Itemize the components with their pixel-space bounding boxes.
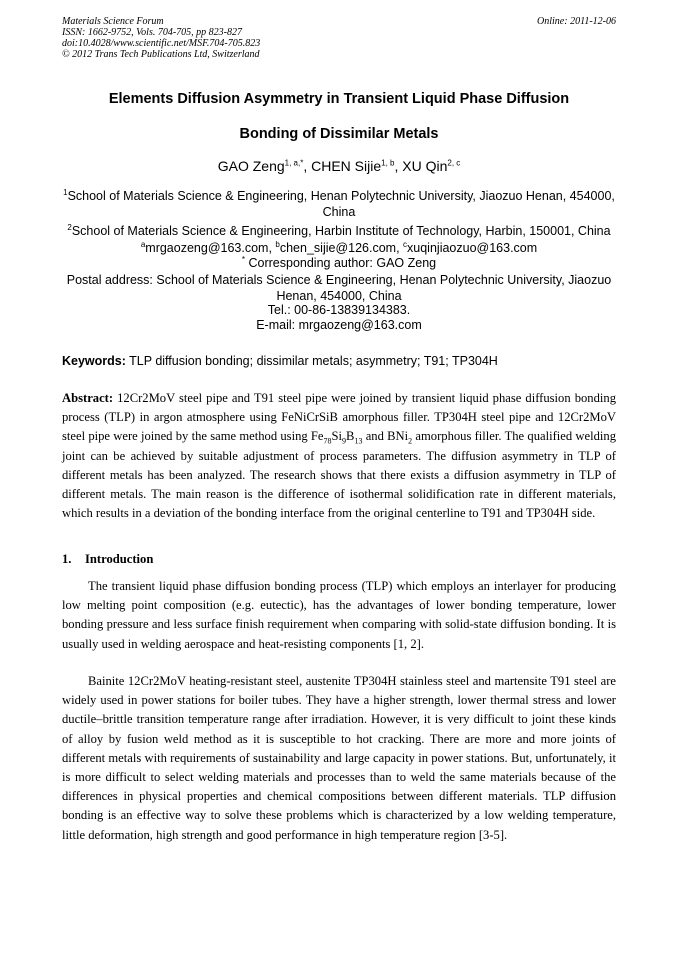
corresponding-sup: * bbox=[241, 254, 246, 264]
affiliation-2 bbox=[62, 224, 616, 240]
copyright: © 2012 Trans Tech Publications Ltd, Switzerland bbox=[62, 49, 260, 60]
contact-email[interactable]: E-mail: mrgaozeng@163.com bbox=[256, 318, 422, 332]
author-name: GAO Zeng bbox=[217, 158, 285, 174]
email-c[interactable]: xuqinjiaozuo@163.com bbox=[407, 241, 538, 255]
telephone: Tel.: 00-86-13839134383. bbox=[267, 303, 411, 317]
abstract-text: amorphous filler. The qualified welding joint can be achieved by suitable adjustment of process parameters. The diffusion asymmetry in TLP of different metals has been analyzed. The research shows that there exists a diffusion asymmetry in TLP of different metals. The main reason is the difference of isothermal solidification rate in different materials, which results in a deviation of the bonding interface from the original centerline to T91 and TP304H side. bbox=[62, 429, 616, 521]
affiliation-text: School of Materials Science & Engineering, Henan Polytechnic University, Jiaozuo Henan, 454000, China bbox=[67, 189, 615, 219]
abstract-text: and BNi bbox=[362, 429, 409, 444]
author-sep: , bbox=[394, 158, 403, 174]
section-number: 1. bbox=[62, 552, 72, 566]
author-sup: 1, a,* bbox=[284, 158, 304, 168]
paper-title-line-2: Bonding of Dissimilar Metals bbox=[239, 126, 439, 142]
online-date: Online: 2011-12-06 bbox=[537, 16, 616, 27]
paper-title-line-1: Elements Diffusion Asymmetry in Transient Liquid Phase Diffusion bbox=[108, 91, 570, 107]
postal-address: Postal address: School of Materials Science & Engineering, Henan Polytechnic University, Jiaozuo Henan, 454000, China bbox=[66, 273, 612, 303]
author-name: CHEN Sijie bbox=[311, 158, 382, 174]
subscript: 2 bbox=[408, 436, 413, 446]
email-sup: b bbox=[275, 239, 280, 249]
author-emails bbox=[62, 241, 616, 257]
abstract-label: Abstract: bbox=[62, 391, 114, 405]
keywords-label: Keywords: bbox=[62, 354, 126, 368]
doi: doi:10.4028/www.scientific.net/MSF.704-705.823 bbox=[62, 38, 261, 49]
issn: ISSN: 1662-9752, Vols. 704-705, pp 823-827 bbox=[62, 27, 242, 38]
subscript: 9 bbox=[342, 436, 347, 446]
keywords bbox=[62, 354, 616, 368]
subscript: 78 bbox=[323, 436, 332, 446]
intro-paragraph-2: Bainite 12Cr2MoV heating-resistant steel, austenite TP304H stainless steel and martensite T91 steel are widely used in power stations for boiler tubes. They have a higher strength, lower thermal stress and lower ductile–brittle transition temperature range after irradiation. However, it is very difficult to joint these kinds of alloy by fusion weld method as it is susceptible to hot cracking. There are more and more joints of different metals with requirements of sustainability and large capacity in power stations. But, unfortunately, it is more difficult to select welding materials and processes than to weld the same materials because of the differences in physical properties and chemical compositions between different materials. TLP diffusion bonding is an effective way to solve these problems which is characterized by a low welding temperature, little deformation, high strength and good performance in high temperature region [3-5]. bbox=[62, 674, 616, 842]
journal-name: Materials Science Forum bbox=[62, 16, 164, 27]
intro-paragraph-1: The transient liquid phase diffusion bonding process (TLP) which employs an interlayer for producing low melting point composition (e.g. eutectic), has the advantages of lower bonding temperature, lower bonding pressure and less surface finish requirement when comparing with solid-state diffusion bonding. It is usually used in welding aerospace and heat-resisting components [1, 2]. bbox=[62, 579, 616, 651]
email-b[interactable]: chen_sijie@126.com, bbox=[279, 241, 404, 255]
author-sup: 2, c bbox=[447, 158, 461, 168]
affiliation-sup: 1 bbox=[63, 187, 68, 197]
abstract-text: Si bbox=[331, 429, 343, 444]
abstract-text: B bbox=[346, 429, 355, 444]
author-name: XU Qin bbox=[402, 158, 448, 174]
corresponding-text: Corresponding author: GAO Zeng bbox=[245, 256, 437, 270]
affiliation-sup: 2 bbox=[67, 222, 72, 232]
author-list bbox=[62, 158, 616, 174]
email-a[interactable]: mrgaozeng@163.com, bbox=[145, 241, 276, 255]
subscript: 13 bbox=[354, 436, 363, 446]
affiliation-text: School of Materials Science & Engineering, Harbin Institute of Technology, Harbin, 150001, China bbox=[71, 224, 611, 238]
page-header bbox=[62, 16, 616, 60]
author-sep: , bbox=[303, 158, 312, 174]
corresponding-author bbox=[62, 256, 616, 272]
abstract-text: 12Cr2MoV steel pipe and T91 steel pipe were joined by transient liquid phase diffusion bonding process (TLP) in argon atmosphere using FeNiCrSiB amorphous filler. TP304H steel pipe and 12Cr2MoV steel pipe were joined by the same method using Fe bbox=[62, 391, 616, 444]
keywords-text: TLP diffusion bonding; dissimilar metals; asymmetry; T91; TP304H bbox=[125, 354, 498, 368]
section-title: Introduction bbox=[85, 552, 154, 566]
author-sup: 1, b bbox=[381, 158, 395, 168]
email-sup: c bbox=[403, 239, 408, 249]
abstract bbox=[62, 389, 616, 523]
affiliation-1 bbox=[62, 189, 616, 220]
section-heading-introduction bbox=[62, 552, 153, 567]
email-sup: a bbox=[140, 239, 146, 249]
